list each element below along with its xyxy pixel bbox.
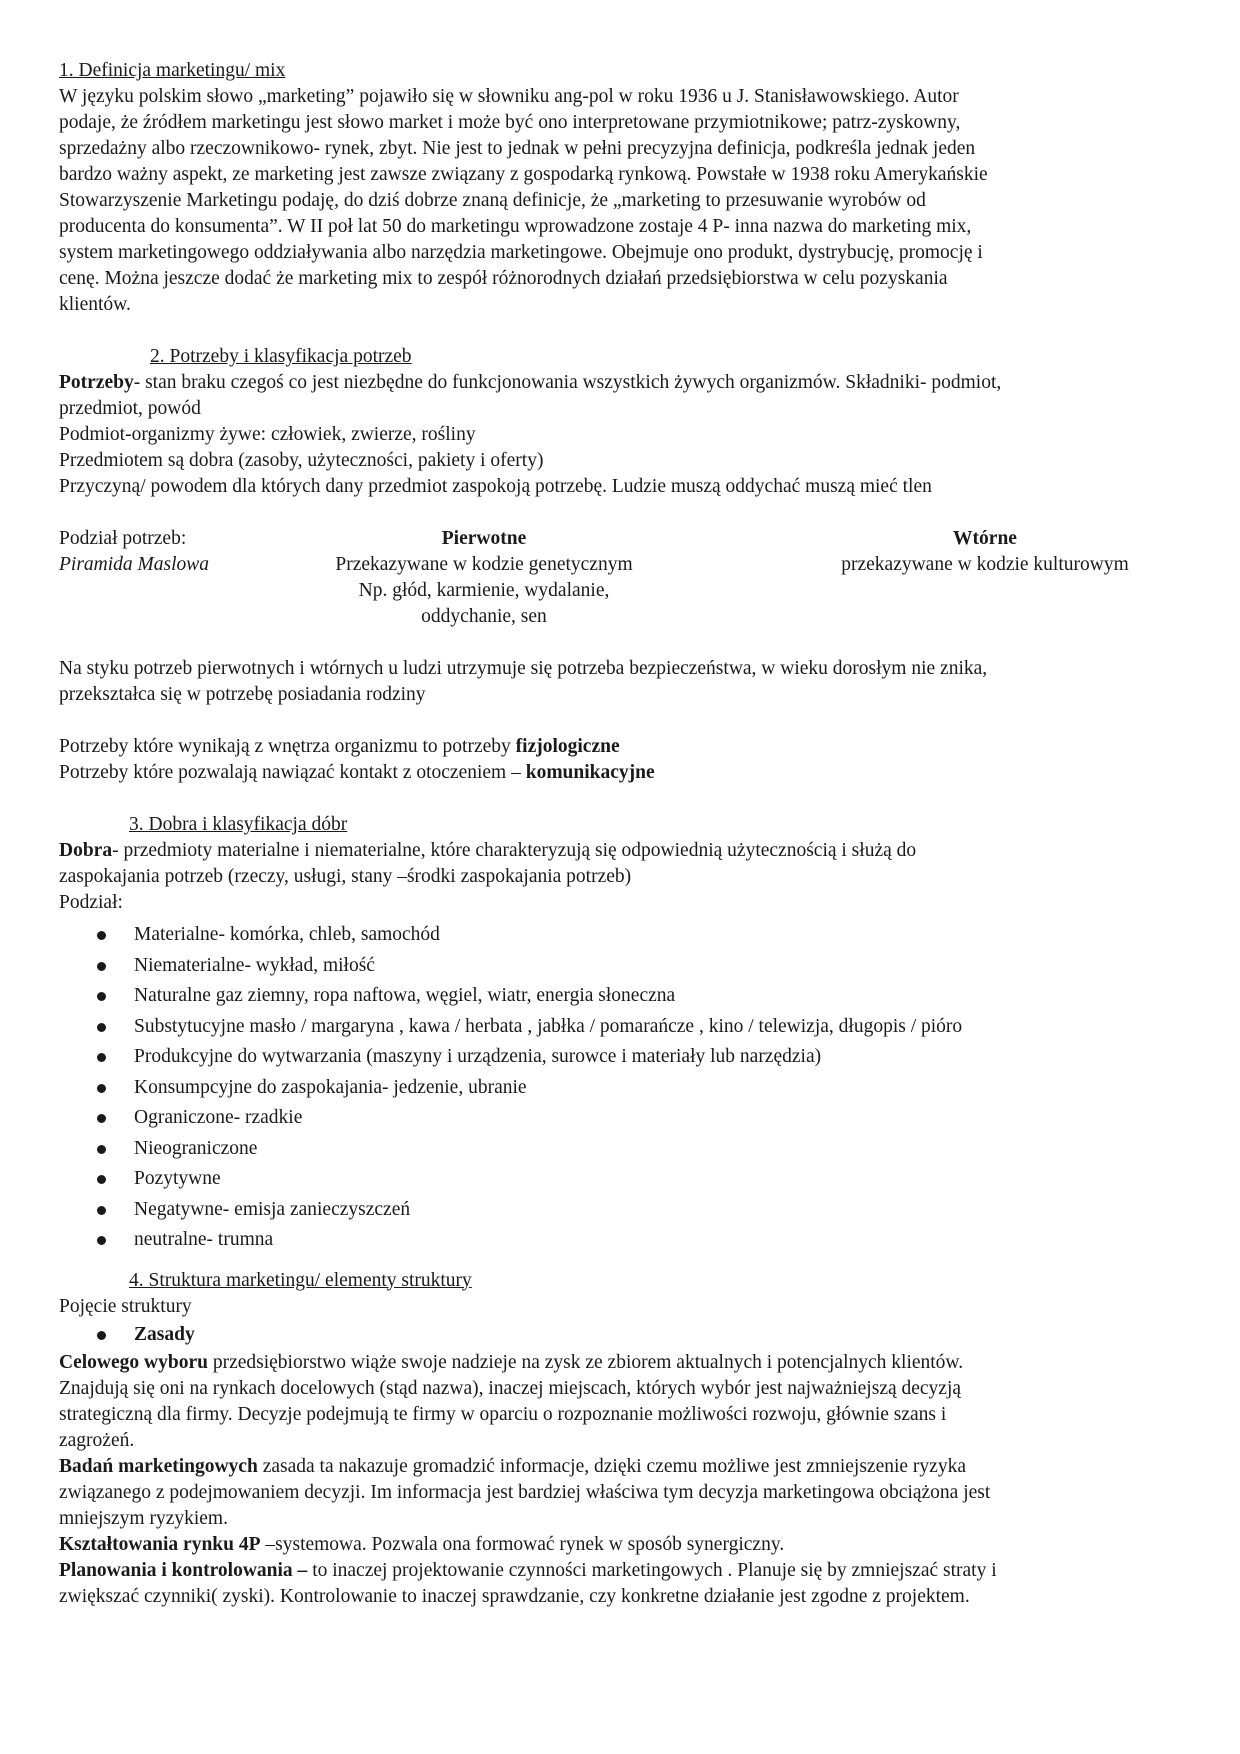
list-item [59, 1164, 1171, 1195]
list-item-text: Substytucyjne masło / margaryna , kawa / herbata , jabłka / pomarańcze , kino / telewizja, długopis / pióro [134, 1015, 963, 1037]
list-item [59, 920, 1171, 951]
wtorne-header-text: Wtórne [953, 528, 1017, 549]
list-item [59, 1134, 1171, 1165]
section-1-line: system marketingowego oddziaływania albo narzędzia marketingowe. Obejmuje ono produkt, dystrybucję, promocję i [59, 242, 983, 263]
section-1-line: podaje, że źródłem marketingu jest słowo market i może być ono interpretowane przymiotnikowe; patrz-zyskowny, [59, 112, 961, 133]
pierwotne-line: oddychanie, sen [421, 606, 547, 627]
potrzeby-definition-cont: przedmiot, powód [59, 398, 201, 419]
dobra-definition-cont: zaspokajania potrzeb (rzeczy, usługi, stany –środki zaspokajania potrzeb) [59, 866, 632, 887]
bullet-icon [97, 1236, 106, 1245]
section-3-heading-row [59, 812, 1171, 838]
badan-marketingowych-text: zasada ta nakazuje gromadzić informacje, dzięki czemu możliwe jest zmniejszenie ryzyka [257, 1456, 966, 1477]
list-item [59, 1012, 1171, 1043]
pierwotne-line: Przekazywane w kodzie genetycznym [335, 554, 633, 575]
goods-list [59, 920, 1171, 1256]
bullet-icon [97, 1114, 106, 1123]
list-item-text: Nieograniczone [134, 1137, 258, 1159]
list-item-text: Niematerialne- wykład, miłość [134, 954, 375, 976]
section-1-heading: 1. Definicja marketingu/ mix [59, 60, 286, 81]
potrzeby-term: Potrzeby [59, 372, 134, 393]
needs-division-table [59, 526, 1171, 627]
dobra-definition [59, 838, 1171, 864]
list-item-text: neutralne- trumna [134, 1229, 274, 1250]
pierwotne-column [289, 526, 679, 630]
dobra-term: Dobra [59, 840, 113, 861]
zasady-label: Zasady [134, 1323, 195, 1345]
komunikacyjne-text: Potrzeby które pozwalają nawiązać kontakt z otoczeniem – [59, 762, 526, 783]
section-1-line: sprzedażny albo rzeczownikowo- rynek, zbyt. Nie jest to jednak w pełni precyzyjna definicja, podkreśla jednak jeden [59, 138, 976, 159]
pierwotne-header-text: Pierwotne [441, 528, 527, 549]
badan-marketingowych-term: Badań marketingowych [59, 1456, 258, 1477]
list-item [59, 1073, 1171, 1104]
list-item [59, 951, 1171, 982]
planowania-term: Planowania i kontrolowania – [59, 1560, 308, 1581]
section-1-line: producenta do konsumenta”. W II poł lat 50 do marketingu wprowadzone zostaje 4 P- inna nazwa do marketing mix, [59, 216, 972, 237]
section-2-heading-row [59, 344, 1171, 370]
section-1-line: cenę. Można jeszcze dodać że marketing mix to zespół różnorodnych działań przedsiębiorstwa w celu pozyskania [59, 268, 948, 289]
podzial-label: Podział: [59, 892, 123, 913]
bullet-icon [97, 1206, 106, 1215]
ksztaltowania-rynku-line [59, 1532, 1171, 1558]
celowego-wyboru-line [59, 1350, 1171, 1376]
wtorne-column [799, 526, 1171, 578]
list-item-text: Negatywne- emisja zanieczyszczeń [134, 1198, 411, 1220]
ksztaltowania-rynku-term: Kształtowania rynku 4P [59, 1534, 261, 1555]
dobra-definition-text: - przedmioty materialne i niematerialne, które charakteryzują się odpowiednią użytecznością i służą do [112, 840, 917, 861]
list-item-text: Materialne- komórka, chleb, samochód [134, 924, 440, 945]
list-item [59, 981, 1171, 1012]
list-item [59, 1320, 1171, 1351]
celowego-wyboru-cont: strategiczną dla firmy. Decyzje podejmują te firmy w oparciu o rozpoznanie możliwości rozwoju, głównie szans i [59, 1404, 947, 1425]
section-2-heading: 2. Potrzeby i klasyfikacja potrzeb [150, 346, 412, 367]
bullet-icon [97, 1023, 106, 1032]
section-1-line: klientów. [59, 294, 131, 315]
piramida-maslowa-label [59, 552, 289, 578]
fizjologiczne-text: Potrzeby które wynikają z wnętrza organizmu to potrzeby [59, 736, 516, 757]
piramida-maslowa-text: Piramida Maslowa [59, 554, 210, 575]
potrzeby-definition [59, 370, 1171, 396]
bullet-icon [97, 1175, 106, 1184]
przyczyna-line: Przyczyną/ powodem dla których dany przedmiot zaspokoją potrzebę. Ludzie muszą oddychać muszą mieć tlen [59, 476, 932, 497]
bullet-icon [97, 992, 106, 1001]
section-4-heading: 4. Struktura marketingu/ elementy struktury [129, 1269, 472, 1291]
celowego-wyboru-term: Celowego wyboru [59, 1352, 208, 1373]
pierwotne-header [289, 526, 679, 552]
planowania-cont: zwiększać czynniki( zyski). Kontrolowanie to inaczej sprawdzanie, czy konkretne działanie jest zgodne z projektem. [59, 1586, 970, 1607]
badan-marketingowych-cont: mniejszym ryzykiem. [59, 1508, 228, 1529]
komunikacyjne-line [59, 760, 1171, 786]
ksztaltowania-rynku-text: –systemowa. Pozwala ona formować rynek w sposób synergiczny. [260, 1534, 785, 1555]
section-1-line: Stowarzyszenie Marketingu podaję, do dziś dobrze znaną definicje, że „marketing to przesuwanie wyrobów od [59, 190, 926, 211]
pierwotne-line: Np. głód, karmienie, wydalanie, [358, 580, 610, 601]
badan-marketingowych-line [59, 1454, 1171, 1480]
pojecie-struktury: Pojęcie struktury [59, 1295, 192, 1317]
badan-marketingowych-cont: związanego z podejmowaniem decyzji. Im informacja jest bardziej właściwa tym decyzja marketingowa obciążona jest [59, 1482, 991, 1503]
podzial-potrzeb-label: Podział potrzeb: [59, 528, 187, 549]
styk-line: Na styku potrzeb pierwotnych i wtórnych u ludzi utrzymuje się potrzeba bezpieczeństwa, w wieku dorosłym nie znika, [59, 658, 988, 679]
fizjologiczne-line [59, 734, 1171, 760]
celowego-wyboru-cont: Znajdują się oni na rynkach docelowych (stąd nazwa), inaczej miejscach, których wybór jest najważniejszą decyzją [59, 1378, 962, 1399]
section-1-line: bardzo ważny aspekt, ze marketing jest zawsze związany z gospodarką rynkową. Powstałe w 1938 roku Amerykańskie [59, 164, 988, 185]
list-item [59, 1103, 1171, 1134]
celowego-wyboru-cont: zagrożeń. [59, 1430, 135, 1451]
list-item-text: Naturalne gaz ziemny, ropa naftowa, węgiel, wiatr, energia słoneczna [134, 985, 676, 1006]
celowego-wyboru-text: przedsiębiorstwo wiąże swoje nadzieje na zysk ze zbiorem aktualnych i potencjalnych klientów. [207, 1352, 964, 1373]
bullet-icon [97, 1053, 106, 1062]
potrzeby-definition-text: - stan braku czegoś co jest niezbędne do funkcjonowania wszystkich żywych organizmów. Składniki- podmiot, [133, 372, 1002, 393]
table-labels [59, 526, 289, 578]
bullet-icon [97, 1145, 106, 1154]
list-item-text: Ograniczone- rzadkie [134, 1107, 303, 1128]
list-item-text: Konsumpcyjne do zaspokajania- jedzenie, ubranie [134, 1076, 527, 1098]
bullet-icon [97, 962, 106, 971]
wtorne-header [799, 526, 1171, 552]
fizjologiczne-term: fizjologiczne [515, 736, 620, 757]
list-item [59, 1195, 1171, 1226]
section-1-paragraph [59, 84, 1171, 318]
list-item-text: Produkcyjne do wytwarzania (maszyny i urządzenia, surowce i materiały lub narzędzia) [134, 1046, 822, 1067]
section-3-heading: 3. Dobra i klasyfikacja dóbr [129, 814, 348, 835]
section-4-heading-row [59, 1268, 1171, 1294]
podmiot-line: Podmiot-organizmy żywe: człowiek, zwierze, rośliny [59, 424, 476, 445]
bullet-icon [97, 931, 106, 940]
zasady-list [59, 1320, 1171, 1351]
list-item-text: Pozytywne [134, 1168, 221, 1189]
planowania-line [59, 1558, 1171, 1584]
bullet-icon [97, 1084, 106, 1093]
list-item [59, 1225, 1171, 1256]
wtorne-line: przekazywane w kodzie kulturowym [841, 554, 1129, 575]
komunikacyjne-term: komunikacyjne [525, 762, 655, 783]
list-item [59, 1042, 1171, 1073]
document-page [59, 58, 1171, 1610]
przedmiot-line: Przedmiotem są dobra (zasoby, użyteczności, pakiety i oferty) [59, 450, 544, 471]
section-1-line: W języku polskim słowo „marketing” pojawiło się w słowniku ang-pol w roku 1936 u J. Stanisławowskiego. Autor [59, 86, 959, 107]
bullet-icon [97, 1331, 106, 1340]
styk-line: przekształca się w potrzebę posiadania rodziny [59, 684, 426, 705]
planowania-text: to inaczej projektowanie czynności marketingowych . Planuje się by zmniejszać straty i [307, 1560, 997, 1581]
